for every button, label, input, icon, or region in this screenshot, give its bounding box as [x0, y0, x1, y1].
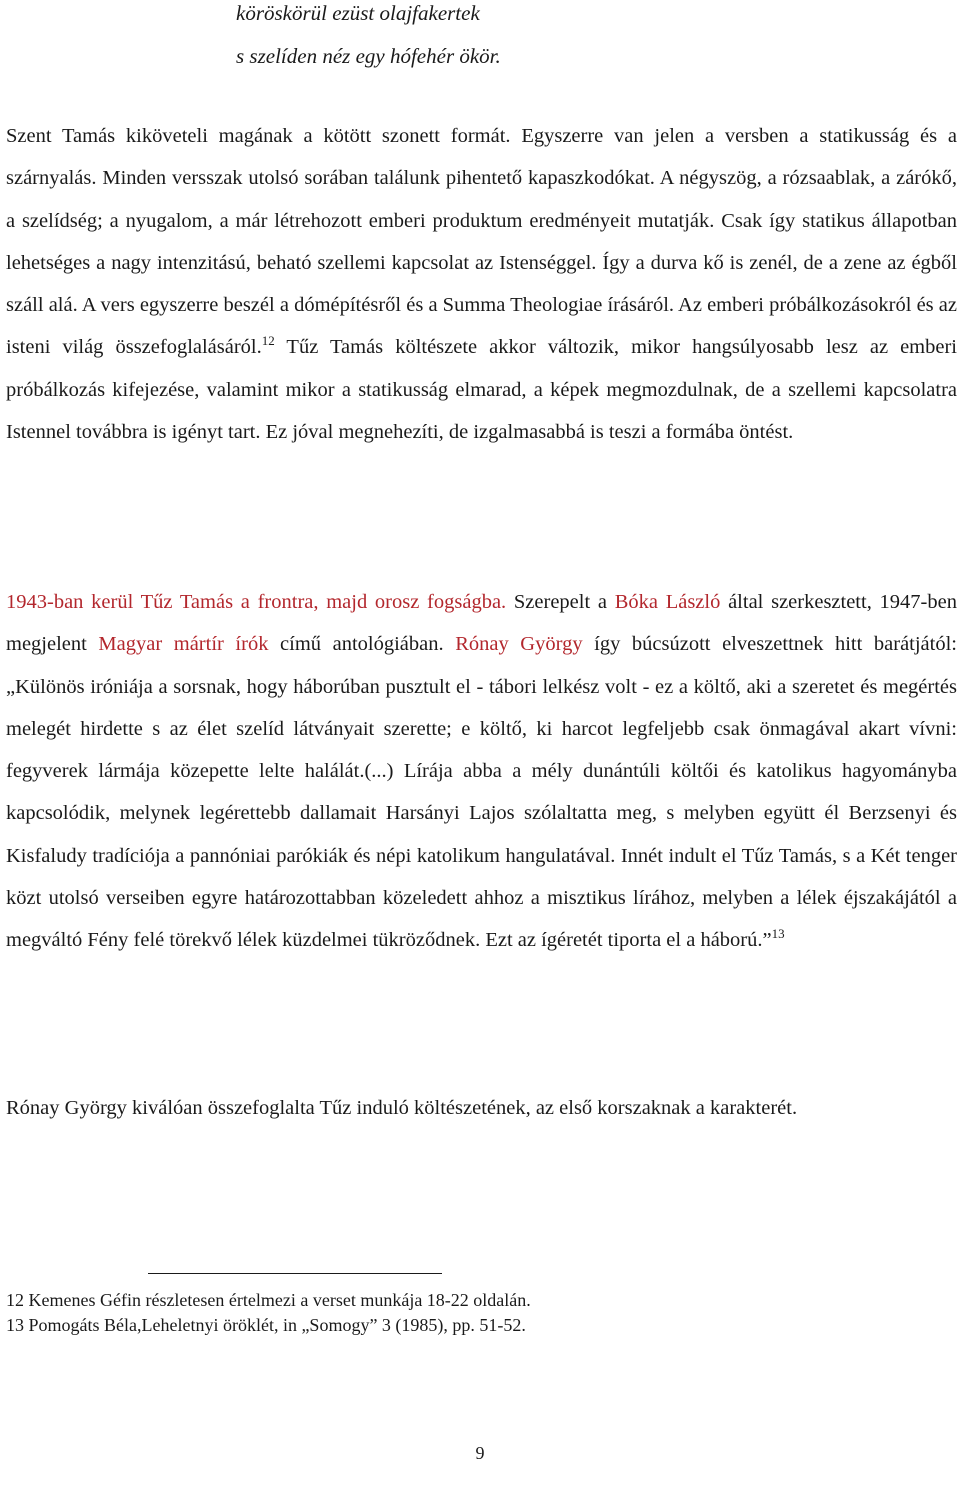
body-paragraph: [6, 581, 957, 962]
poem-line: köröskörül ezüst olajfakertek: [236, 1, 480, 25]
hyperlink[interactable]: 1943-ban kerül Tűz Tamás a frontra, majd orosz fogságba.: [6, 591, 507, 613]
footnote: 13 Pomogáts Béla,Leheletnyi öröklét, in „Somogy” 3 (1985), pp. 51-52.: [6, 1315, 526, 1335]
body-paragraph: [6, 115, 957, 453]
body-paragraph: Rónay György kiválóan összefoglalta Tűz induló költészetének, az első korszaknak a karakterét.: [6, 1097, 798, 1119]
footnote-reference: 13: [771, 926, 785, 942]
paragraph-text: így búcsúzott elveszettnek hitt barátjától: „Különös iróniája a sorsnak, hogy háborúban pusztult el - tábori lelkész volt - ez a költő, aki a szeretet és megértés melegét hirdette s az élet szelíd látványait szerette; e költő, ki harcot legfeljebb csak önmagával akart vívni: fegyverek lármája közepette lelte halálát.(...) Lírája abba a mély dunántúli költői és katolikus hagyományba kapcsolódik, melynek legérettebb dallamait Harsányi Lajos szólaltatta meg, s melyben együtt él Berzsenyi és Kisfaludy tradíciója a pannóniai parókiák és népi katolikum hangulatával. Innét indult el Tűz Tamás, s a Két tenger közt utolsó verseiben egyre határozottabban közeledett ahhoz a misztikus lírához, melyben a lélek éjszakájától a megváltó Fény felé törekvő lélek küzdelmei tükröződnek. Ezt az ígéretét tiporta el a háború.”: [6, 633, 957, 952]
footnote-reference: 12: [261, 333, 275, 349]
paragraph-text: Szent Tamás kiköveteli magának a kötött szonett formát. Egyszerre van jelen a versben a statikusság és a szárnyalás. Minden versszak utolsó sorában találunk pihentető kapaszkodókat. A négyszög, a rózsaablak, a zárókő, a szelídség; a nyugalom, a már létrehozott emberi produktum eredményeit mutatják. Csak így statikus állapotban lehetséges a nagy intenzitású, beható szellemi kapcsolat az Istenséggel. Így a durva kő is zenél, de a zene az égből száll alá. A vers egyszerre beszél a dómépítésről és a Summa Theologiae írásáról. Az emberi próbálkozásokról és az isteni világ összefoglalásáról.: [6, 125, 957, 359]
footnotes: [6, 1288, 531, 1338]
paragraph-text: című antológiában.: [268, 633, 456, 656]
paragraph-text: Szerepelt a: [506, 591, 615, 613]
footnote-separator: [148, 1273, 442, 1274]
paragraph-text: Tűz Tamás költészete akkor változik, mikor hangsúlyosabb lesz az emberi próbálkozás kifejezése, valamint mikor a statikusság elmarad, a képek megmozdulnak, de a szellemi kapcsolatra Istennel továbbra is igényt tart. Ez jóval megnehezíti, de izgalmasabbá is teszi a formába öntést.: [6, 336, 957, 444]
footnote: 12 Kemenes Géfin részletesen értelmezi a verset munkája 18-22 oldalán.: [6, 1290, 531, 1310]
hyperlink[interactable]: Magyar mártír írók: [98, 633, 269, 656]
hyperlink[interactable]: Bóka László: [614, 591, 721, 613]
poem-excerpt: [236, 0, 501, 78]
hyperlink[interactable]: Rónay György: [455, 633, 583, 656]
paragraph-text: által szerkesztett, 1947-ben megjelent: [6, 591, 957, 656]
page-number: 9: [475, 1443, 485, 1463]
poem-line: s szelíden néz egy hófehér ökör.: [236, 44, 501, 68]
